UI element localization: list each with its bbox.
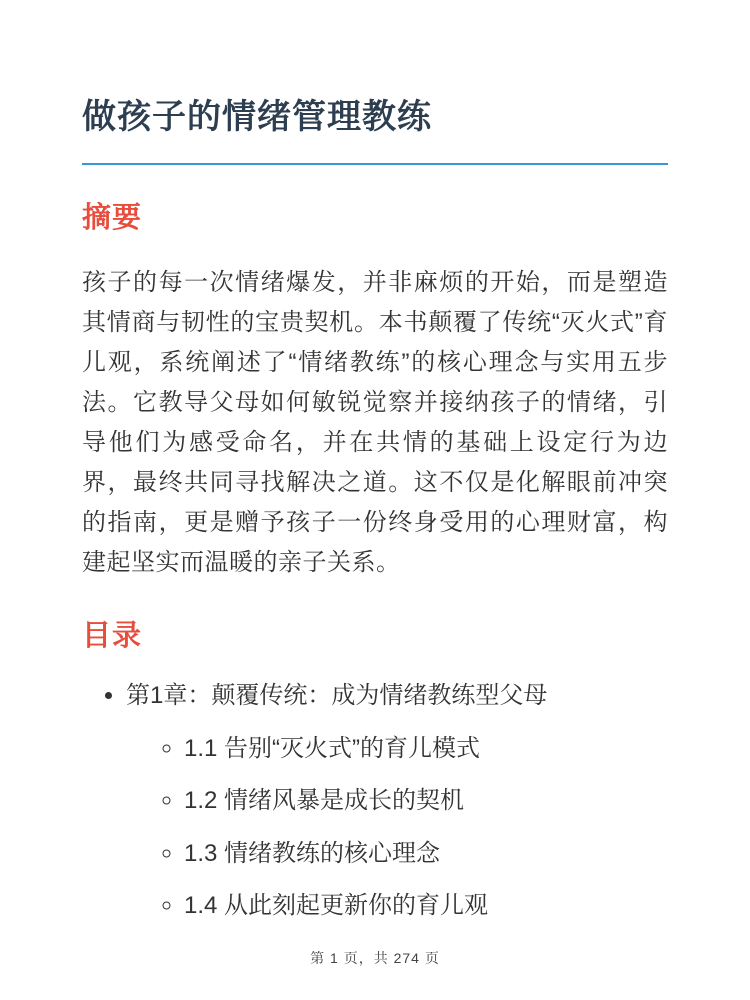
toc-chapter-item: [126, 680, 668, 921]
toc-section-list: [126, 733, 668, 921]
title-divider: [82, 163, 668, 165]
toc-chapter-label: 第1章：颠覆传统：成为情绪教练型父母: [126, 682, 548, 710]
summary-paragraph: 孩子的每一次情绪爆发，并非麻烦的开始，而是塑造其情商与韧性的宝贵契机。本书颠覆了传统“灭火式”育儿观，系统阐述了“情绪教练”的核心理念与实用五步法。它教导父母如何敏锐觉察并接纳孩子的情绪，引导他们为感受命名，并在共情的基础上设定行为边界，最终共同寻找解决之道。这不仅是化解眼前冲突的指南，更是赠予孩子一份终身受用的心理财富，构建起坚实而温暖的亲子关系。: [82, 269, 668, 577]
toc-section-item: ◦ 1.2 情绪风暴是成长的契机: [184, 785, 668, 816]
toc-section-item: ◦ 1.1 告别“灭火式”的育儿模式: [184, 733, 668, 764]
toc-heading: 目录: [82, 620, 143, 653]
toc-section-item: ◦ 1.3 情绪教练的核心理念: [184, 838, 668, 869]
page-number-footer: 第 1 页，共 274 页: [310, 950, 440, 966]
toc-section-item: ◦ 1.4 从此刻起更新你的育儿观: [184, 890, 668, 921]
toc-list: [82, 680, 668, 921]
page-title: 做孩子的情绪管理教练: [82, 98, 432, 136]
summary-heading: 摘要: [82, 201, 143, 234]
